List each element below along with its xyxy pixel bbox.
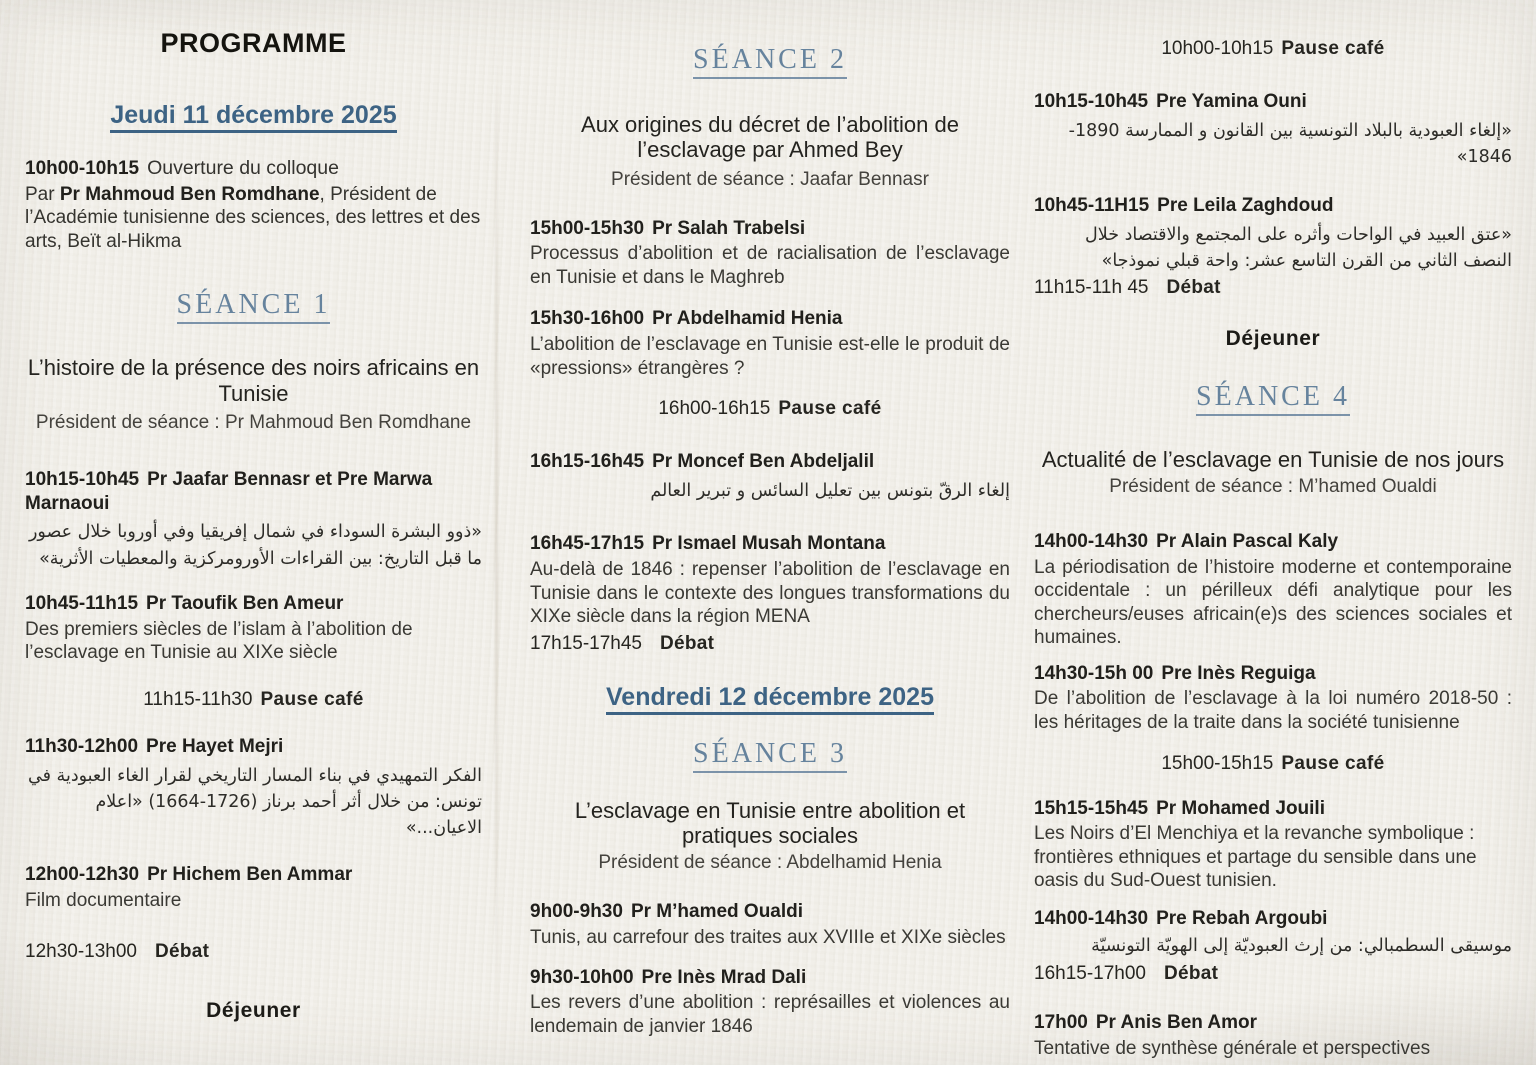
seance-heading-text: SÉANCE 4 (1196, 381, 1350, 416)
seance-heading (25, 289, 482, 321)
talk-time: 15h30-16h00 (530, 308, 645, 330)
talk-speaker: Pr Taoufik Ben Ameur (146, 592, 344, 614)
talk-title-arabic: «إلغاء العبودية بالبلاد التونسية بين القانون و الممارسة 1890-1846» (1068, 120, 1512, 167)
talk-speaker-line (530, 966, 1010, 990)
talk-speaker: Pre Inès Mrad Dali (641, 966, 807, 988)
debate-time: 16h15-17h00 (1034, 962, 1146, 984)
slot-time: 10h00-10h15 (25, 158, 140, 179)
talk-speaker: Pre Rebah Argoubi (1156, 907, 1328, 929)
talk-time: 10h15-10h45 (1034, 91, 1149, 112)
session-title: Actualité de l’esclavage en Tunisie de nos jours (1041, 446, 1505, 472)
coffee-break-line (25, 689, 482, 711)
break-label: Pause café (778, 398, 882, 420)
talk-speaker: Pr Ismael Musah Montana (652, 533, 886, 555)
talk-title-arabic: «ذوو البشرة السوداء في شمال إفريقيا وفي أوروبا خلال عصور ما قبل التاريخ: بين القراءات الأورومركزية والمعطيات الأثرية» (28, 522, 482, 569)
talk-time: 10h15-10h45 (25, 468, 140, 490)
talk-time: 10h45-11H15 (1034, 195, 1150, 217)
talk-speaker-line (1034, 1011, 1512, 1035)
session-chair: Président de séance : M’hamed Oualdi (1109, 475, 1437, 497)
talk-speaker-line (530, 307, 1010, 331)
seance-heading-text: SÉANCE 2 (693, 44, 847, 79)
talk-speaker-line (1034, 194, 1512, 218)
seance-heading (530, 44, 1010, 76)
talk-title-arabic: موسيقى السطمبالي: من إرث العبوديّة إلى الهويّة التونسيّة (1091, 935, 1512, 956)
slot-label: Ouverture du colloque (147, 157, 339, 179)
talk-time: 14h30-15h 00 (1034, 662, 1154, 684)
break-time: 11h15-11h30 (143, 688, 253, 710)
talk-time: 16h15-16h45 (530, 451, 645, 473)
opening-slot-line (25, 156, 482, 181)
talk-speaker: Pre Leila Zaghdoud (1157, 195, 1334, 217)
talk-title: Les revers d’une abolition : représailles et violences au lendemain de janvier 1846 (530, 992, 1010, 1037)
talk-speaker: Pr Abdelhamid Henia (652, 308, 843, 330)
debate-time: 11h15-11h 45 (1034, 276, 1149, 298)
talk-speaker: Pr Alain Pascal Kaly (1156, 530, 1339, 552)
talk-speaker-line (25, 735, 482, 759)
talk-time: 9h30-10h00 (530, 966, 634, 988)
break-label: Pause café (1281, 38, 1385, 59)
talk-time: 15h15-15h45 (1034, 797, 1149, 819)
person-name: Pr Mahmoud Ben Romdhane (59, 183, 320, 205)
talk-title: Tentative de synthèse générale et perspectives (1034, 1037, 1431, 1059)
description-text: Par (25, 183, 60, 205)
day-heading-text: Vendredi 12 décembre 2025 (606, 683, 934, 715)
talk-title: La périodisation de l’histoire moderne et contemporaine occidentale : un périlleux défi analytique pour les chercheurs/euses africain(e)s des sciences sociales et humaines. (1034, 556, 1512, 649)
opening-description (25, 183, 482, 254)
column-right (1024, 0, 1536, 1065)
coffee-break-line (530, 398, 1010, 420)
debate-time: 12h30-13h00 (25, 940, 137, 962)
debate-line (1034, 277, 1512, 299)
talk-speaker: Pre Inès Reguiga (1161, 662, 1316, 684)
coffee-break-line (1034, 38, 1512, 60)
talk-title: De l’abolition de l’esclavage à la loi numéro 2018-50 : les héritages de la traite dans la société tunisienne (1034, 688, 1512, 734)
seance-heading (1034, 381, 1512, 413)
talk-speaker-line (530, 450, 1010, 474)
debate-label: Débat (155, 940, 210, 962)
column-left (0, 0, 512, 1065)
talk-time: 14h00-14h30 (1034, 530, 1149, 552)
lunch-line: Déjeuner (1225, 326, 1321, 350)
talk-speaker: Pr Jaafar Bennasr et Pre Marwa Marnaoui (25, 468, 433, 514)
programme-title: PROGRAMME (160, 28, 347, 58)
session-title: L’esclavage en Tunisie entre abolition et pratiques sociales (574, 797, 966, 848)
talk-speaker-line (1034, 797, 1512, 821)
coffee-break-line (1034, 753, 1512, 775)
break-label: Pause café (1281, 752, 1385, 774)
talk-speaker-line (25, 468, 482, 516)
seance-heading-text: SÉANCE 1 (177, 289, 331, 324)
debate-label: Débat (660, 632, 715, 654)
debate-time: 17h15-17h45 (530, 632, 642, 654)
talk-speaker: Pr Salah Trabelsi (652, 217, 806, 239)
lunch-line: Déjeuner (206, 998, 301, 1022)
talk-speaker: Pr Moncef Ben Abdeljalil (652, 451, 875, 473)
talk-time: 12h00-12h30 (25, 864, 140, 886)
day-heading (530, 683, 1010, 712)
talk-time: 15h00-15h30 (530, 217, 645, 239)
session-chair: Président de séance : Abdelhamid Henia (598, 852, 942, 874)
talk-speaker: Pr Hichem Ben Ammar (147, 864, 353, 886)
talk-time: 10h45-11h15 (25, 592, 139, 614)
break-label: Pause café (260, 688, 364, 710)
break-time: 10h00-10h15 (1161, 38, 1274, 59)
talk-speaker-line (1034, 662, 1512, 686)
talk-title: Les Noirs d’El Menchiya et la revanche symbolique : frontières ethniques et partage du sensible dans une oasis du Sud-Ouest tunisien. (1034, 823, 1477, 892)
talk-time: 16h45-17h15 (530, 533, 645, 555)
day-heading-text: Jeudi 11 décembre 2025 (110, 101, 396, 133)
session-chair: Président de séance : Pr Mahmoud Ben Romdhane (35, 411, 472, 433)
talk-title: Au-delà de 1846 : repenser l’abolition de l’esclavage en Tunisie dans le contexte des longues transformations du XIXe siècle dans la région MENA (530, 559, 1010, 628)
talk-speaker-line (25, 592, 482, 616)
talk-speaker-line (530, 532, 1010, 556)
talk-title: Film documentaire (25, 890, 182, 912)
talk-title: Des premiers siècles de l’islam à l’abolition de l’esclavage en Tunisie au XIXe siècle (25, 618, 413, 664)
session-title: Aux origines du décret de l’abolition de l’esclavage par Ahmed Bey (581, 112, 959, 163)
talk-speaker-line (530, 217, 1010, 241)
talk-time: 17h00 (1034, 1011, 1088, 1033)
talk-time: 11h30-12h00 (25, 735, 139, 757)
talk-speaker-line (1034, 530, 1512, 554)
talk-title-arabic: إلغاء الرقّ بتونس بين تعليل السائس و تبرير العالم (650, 481, 1010, 502)
talk-speaker-line (1034, 907, 1512, 931)
talk-speaker: Pr Mohamed Jouili (1156, 797, 1325, 819)
talk-title: L’abolition de l’esclavage en Tunisie est-elle le produit de «pressions» étrangères ? (530, 334, 1010, 379)
talk-speaker-line (530, 900, 1010, 924)
debate-line (530, 633, 1010, 655)
day-heading (25, 101, 482, 130)
debate-label: Débat (1166, 276, 1221, 298)
talk-title: Processus d’abolition et de racialisation de l’esclavage en Tunisie et dans le Maghreb (530, 243, 1010, 288)
column-middle (512, 0, 1024, 1065)
talk-speaker: Pre Yamina Ouni (1156, 91, 1307, 112)
seance-heading (530, 738, 1010, 770)
talk-title-arabic: «عتق العبيد في الواحات وأثره على المجتمع والاقتصاد خلال النصف الثاني من القرن التاسع عشر: واحة قبلي نموذجا» (1085, 225, 1512, 272)
talk-speaker-line (1034, 90, 1512, 114)
talk-speaker: Pr Anis Ben Amor (1095, 1011, 1258, 1033)
session-title: L’histoire de la présence des noirs africains en Tunisie (27, 355, 480, 406)
seance-heading-text: SÉANCE 3 (693, 738, 847, 773)
description-text: , Président de l’Académie tunisienne des sciences, des lettres et des arts, Beït al-Hikma (25, 183, 481, 252)
talk-time: 9h00-9h30 (530, 901, 623, 923)
break-time: 16h00-16h15 (658, 398, 771, 420)
session-chair: Président de séance : Jaafar Bennasr (611, 168, 929, 190)
talk-title-arabic: الفكر التمهيدي في بناء المسار التاريخي لقرار الغاء العبودية في تونس: من خلال أثر أحمد برناز (1726-1664) «اعلام الاعيان...» (28, 765, 482, 839)
talk-speaker-line (25, 863, 482, 887)
break-time: 15h00-15h15 (1161, 752, 1274, 774)
debate-line (25, 941, 482, 963)
talk-title: Tunis, au carrefour des traites aux XVIIIe et XIXe siècles (530, 927, 1006, 949)
talk-time: 14h00-14h30 (1034, 907, 1149, 929)
talk-speaker: Pre Hayet Mejri (146, 735, 284, 757)
debate-label: Débat (1164, 962, 1219, 984)
talk-speaker: Pr M’hamed Oualdi (630, 901, 804, 923)
debate-line (1034, 963, 1512, 985)
